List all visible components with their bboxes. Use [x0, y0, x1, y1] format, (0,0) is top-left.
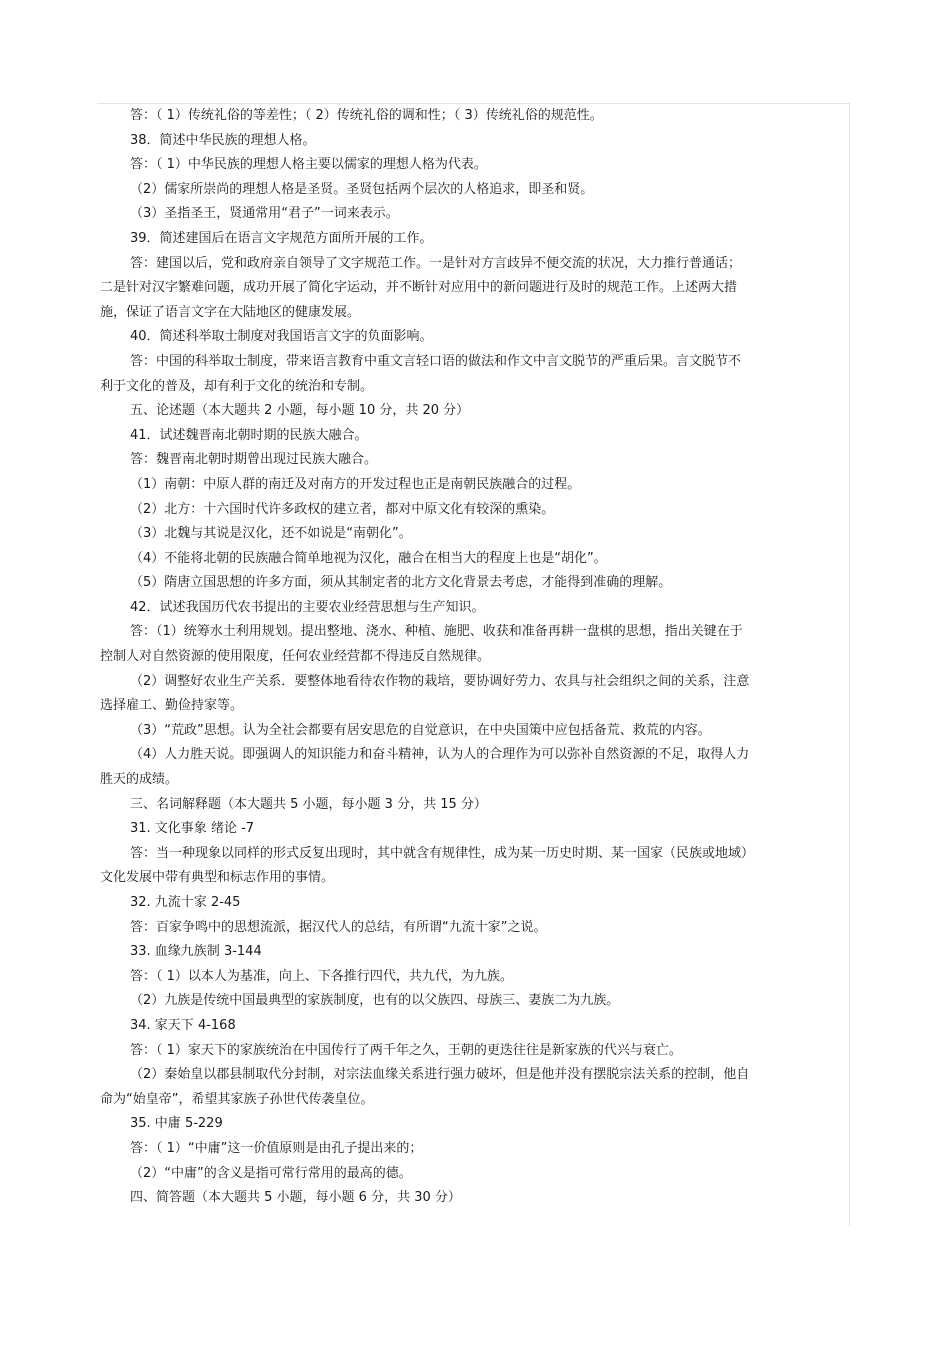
text-line: 答：当一种现象以同样的形式反复出现时，其中就含有规律性，成为某一历史时期、某一国家（民族或地域）: [130, 845, 755, 861]
text-line: （4）不能将北朝的民族融合简单地视为汉化，融合在相当大的程度上也是“胡化”。: [130, 550, 607, 566]
text-line: 文化发展中带有典型和标志作用的事情。: [100, 870, 335, 886]
text-line: 利于文化的普及，却有利于文化的统治和专制。: [100, 378, 374, 394]
text-line: 答：（ 1）家天下的家族统治在中国传行了两千年之久，王朝的更迭往往是新家族的代兴与衰亡。: [130, 1042, 682, 1058]
text-line: （3）北魏与其说是汉化，还不如说是“南朝化”。: [130, 526, 412, 542]
text-line: 40．简述科举取士制度对我国语言文字的负面影响。: [130, 329, 433, 345]
text-line: （1）南朝：中原人群的南迁及对南方的开发过程也正是南朝民族融合的过程。: [130, 476, 581, 492]
text-line: 控制人对自然资源的使用限度，任何农业经营都不得违反自然规律。: [100, 649, 491, 665]
text-line: 命为“始皇帝”，希望其家族子孙世代传袭皇位。: [100, 1091, 374, 1107]
text-line: （3）圣指圣王，贤通常用“君子”一词来表示。: [130, 206, 399, 222]
text-line: 胜天的成绩。: [100, 772, 179, 788]
text-line: 二是针对汉字繁难问题，成功开展了简化字运动，并不断针对应用中的新问题进行及时的规范工作。上述两大措: [100, 280, 738, 296]
text-line: 五、论述题（本大题共 2 小题，每小题 10 分，共 20 分）: [130, 403, 470, 419]
text-line: （4）人力胜天说。即强调人的知识能力和奋斗精神，认为人的合理作为可以弥补自然资源的不足，取得人力: [130, 747, 750, 763]
text-line: （2）儒家所崇尚的理想人格是圣贤。圣贤包括两个层次的人格追求，即圣和贤。: [130, 181, 594, 197]
text-line: 38．简述中华民族的理想人格。: [130, 132, 316, 148]
text-line: 32. 九流十家 2-45: [130, 895, 241, 910]
text-line: 41．试述魏晋南北朝时期的民族大融合。: [130, 427, 368, 443]
text-line: （2）九族是传统中国最典型的家族制度，也有的以父族四、母族三、妻族二为九族。: [130, 993, 620, 1009]
document-body: [100, 104, 800, 1211]
text-line: （2）调整好农业生产关系．要整体地看待农作物的栽培，要协调好劳力、农具与社会组织之间的关系，注意: [130, 673, 750, 689]
text-line: 三、名词解释题（本大题共 5 小题，每小题 3 分，共 15 分）: [130, 796, 487, 812]
text-line: （2）北方：十六国时代许多政权的建立者，都对中原文化有较深的熏染。: [130, 501, 555, 517]
text-line: 四、简答题（本大题共 5 小题，每小题 6 分，共 30 分）: [130, 1190, 461, 1206]
text-line: 31. 文化事象 绪论 -7: [130, 821, 255, 837]
text-line: 39．简述建国后在语言文字规范方面所开展的工作。: [130, 230, 433, 246]
text-line: 答：（1）统筹水土利用规划。提出整地、浇水、种植、施肥、收获和准备再耕一盘棋的思想，指出关键在于: [130, 624, 743, 640]
text-line: 答：中国的科举取士制度，带来语言教育中重文言轻口语的做法和作文中言文脱节的严重后果。言文脱节不: [130, 353, 742, 369]
text-line: 答：魏晋南北朝时期曾出现过民族大融合。: [130, 452, 378, 468]
text-line: 施，保证了语言文字在大陆地区的健康发展。: [100, 304, 361, 320]
text-line: 答：（ 1）以本人为基准，向上、下各推行四代，共九代，为九族。: [130, 968, 513, 984]
text-line: （5）隋唐立国思想的许多方面，须从其制定者的北方文化背景去考虑，才能得到准确的理解。: [130, 575, 672, 591]
text-line: 35. 中庸 5-229: [130, 1116, 223, 1132]
text-line: 33. 血缘九族制 3-144: [130, 944, 262, 960]
text-line: 42．试述我国历代农书提出的主要农业经营思想与生产知识。: [130, 599, 485, 615]
text-line: 答：百家争鸣中的思想流派，据汉代人的总结，有所谓“九流十家”之说。: [130, 919, 547, 935]
text-line: （2）“中庸”的含义是指可常行常用的最高的德。: [130, 1165, 412, 1181]
text-line: （2）秦始皇以郡县制取代分封制，对宗法血缘关系进行强力破坏，但是他并没有摆脱宗法关系的控制，他自: [130, 1067, 750, 1083]
text-line: 答：（ 1）传统礼俗的等差性；（ 2）传统礼俗的调和性；（ 3）传统礼俗的规范性。: [130, 108, 603, 123]
text-line: 答：（ 1）中华民族的理想人格主要以儒家的理想人格为代表。: [130, 157, 487, 173]
text-line: 答：建国以后，党和政府亲自领导了文字规范工作。一是针对方言歧异不便交流的状况，大力推行普通话；: [130, 255, 742, 271]
text-line: 选择雇工、勤俭持家等。: [100, 698, 244, 714]
text-line: （3）“荒政”思想。认为全社会都要有居安思危的自觉意识，在中央国策中应包括备荒、救荒的内容。: [130, 722, 711, 738]
text-line: 34. 家天下 4-168: [130, 1017, 236, 1033]
text-line: 答：（ 1）“中庸”这一价值原则是由孔子提出来的；: [130, 1140, 423, 1156]
